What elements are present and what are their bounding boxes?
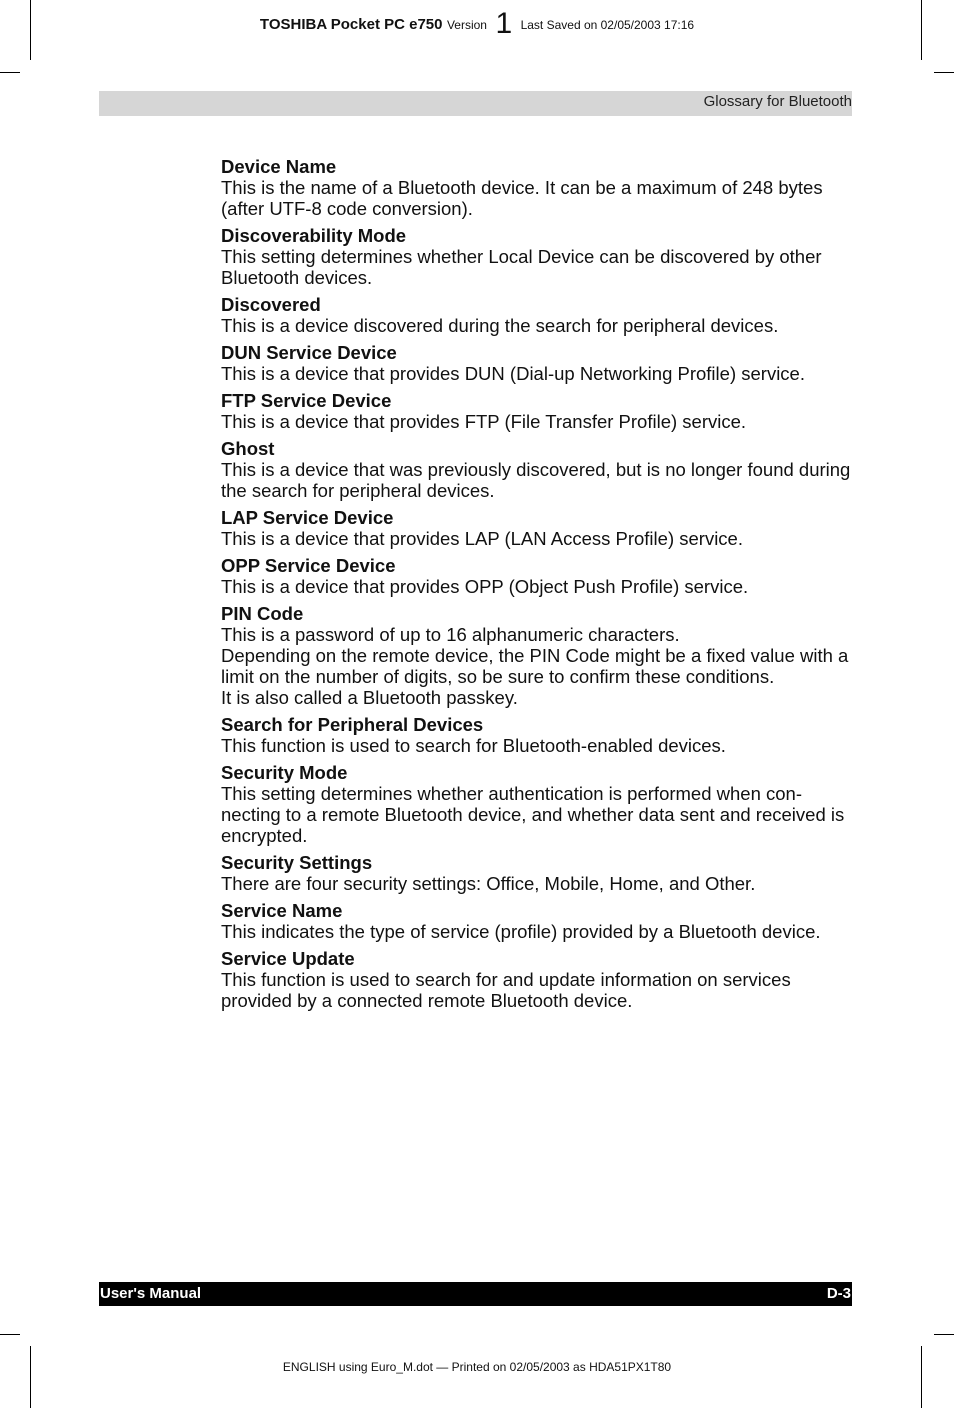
glossary-term: FTP Service Device [221, 390, 392, 411]
glossary-term: Service Update [221, 948, 355, 969]
definition-line: There are four security settings: Office, Mobile, Home, and Other. [221, 873, 756, 894]
glossary-definition [221, 783, 853, 846]
definition-line: This is a device that provides FTP (File Transfer Profile) service. [221, 411, 747, 432]
footer-manual-label: User's Manual [100, 1285, 202, 1302]
definition-line: This is the name of a Bluetooth device. It can be a maximum of 248 bytes (after UTF-8 code conversion). [221, 177, 823, 219]
page-number: D-3 [826, 1285, 851, 1302]
definition-line: This setting determines whether Local Device can be discovered by other Bluetooth devices. [221, 246, 822, 288]
glossary-term: Ghost [221, 438, 275, 459]
glossary-definition [221, 363, 853, 384]
glossary-definition [221, 735, 853, 756]
crop-mark-bottom-left-horizontal [0, 1334, 20, 1335]
glossary-definition [221, 576, 853, 597]
crop-mark-bottom-right-horizontal [934, 1334, 954, 1335]
glossary-definition [221, 528, 853, 549]
glossary-definition [221, 246, 853, 288]
crop-mark-top-right-horizontal [934, 72, 954, 73]
definition-line: This function is used to search for Bluetooth-enabled devices. [221, 735, 726, 756]
definition-line: This is a device that provides OPP (Object Push Profile) service. [221, 576, 749, 597]
glossary-term: Service Name [221, 900, 343, 921]
chapter-header-bar [99, 91, 852, 116]
glossary-definition [221, 921, 853, 942]
glossary-entry [221, 507, 853, 549]
footer-bar [99, 1282, 852, 1306]
glossary-entry [221, 156, 853, 219]
version-number: 1 [495, 7, 513, 40]
glossary-entry [221, 603, 853, 708]
glossary-term: OPP Service Device [221, 555, 396, 576]
glossary-entry [221, 852, 853, 894]
product-name: TOSHIBA Pocket PC e750 [259, 16, 443, 33]
last-saved: Last Saved on 02/05/2003 17:16 [520, 18, 695, 32]
glossary-list [221, 156, 853, 1017]
definition-line: Depending on the remote device, the PIN Code might be a fixed value with a limit on the number of digits, so be sure to confirm these conditions. [221, 645, 849, 687]
glossary-term: Device Name [221, 156, 337, 177]
chapter-title: Glossary for Bluetooth [703, 93, 852, 110]
crop-mark-bottom-right-vertical [921, 1346, 922, 1408]
definition-line: It is also called a Bluetooth passkey. [221, 687, 518, 708]
glossary-entry [221, 714, 853, 756]
glossary-entry [221, 900, 853, 942]
definition-line: This setting determines whether authentication is performed when con-necting to a remote Bluetooth device, and whether data sent and received is encrypted. [221, 783, 845, 846]
glossary-definition [221, 459, 853, 501]
definition-line: This is a device that was previously discovered, but is no longer found during the search for peripheral devices. [221, 459, 851, 501]
crop-mark-top-left-horizontal [0, 72, 20, 73]
glossary-term: Security Mode [221, 762, 348, 783]
glossary-definition [221, 411, 853, 432]
glossary-definition [221, 969, 853, 1011]
glossary-term: Discovered [221, 294, 321, 315]
glossary-term: Search for Peripheral Devices [221, 714, 484, 735]
definition-line: This function is used to search for and update information on services provided by a connected remote Bluetooth device. [221, 969, 791, 1011]
glossary-term: DUN Service Device [221, 342, 397, 363]
definition-line: This is a device discovered during the search for peripheral devices. [221, 315, 779, 336]
definition-line: This is a device that provides LAP (LAN Access Profile) service. [221, 528, 743, 549]
glossary-entry [221, 225, 853, 288]
crop-mark-bottom-left-vertical [30, 1346, 31, 1408]
glossary-term: Discoverability Mode [221, 225, 407, 246]
print-info: ENGLISH using Euro_M.dot — Printed on 02/05/2003 as HDA51PX1T80 [282, 1360, 672, 1374]
glossary-definition [221, 873, 853, 894]
glossary-definition [221, 177, 853, 219]
glossary-term: Security Settings [221, 852, 373, 873]
glossary-entry [221, 762, 853, 846]
glossary-term: LAP Service Device [221, 507, 394, 528]
glossary-entry [221, 948, 853, 1011]
glossary-entry [221, 294, 853, 336]
glossary-definition [221, 624, 853, 708]
glossary-entry [221, 342, 853, 384]
definition-line: This is a password of up to 16 alphanumeric characters. [221, 624, 680, 645]
glossary-entry [221, 390, 853, 432]
definition-line: This indicates the type of service (profile) provided by a Bluetooth device. [221, 921, 821, 942]
glossary-entry [221, 438, 853, 501]
definition-line: This is a device that provides DUN (Dial-up Networking Profile) service. [221, 363, 805, 384]
glossary-entry [221, 555, 853, 597]
version-label: Version [446, 18, 487, 32]
document-header [0, 7, 954, 40]
glossary-term: PIN Code [221, 603, 304, 624]
glossary-definition [221, 315, 853, 336]
